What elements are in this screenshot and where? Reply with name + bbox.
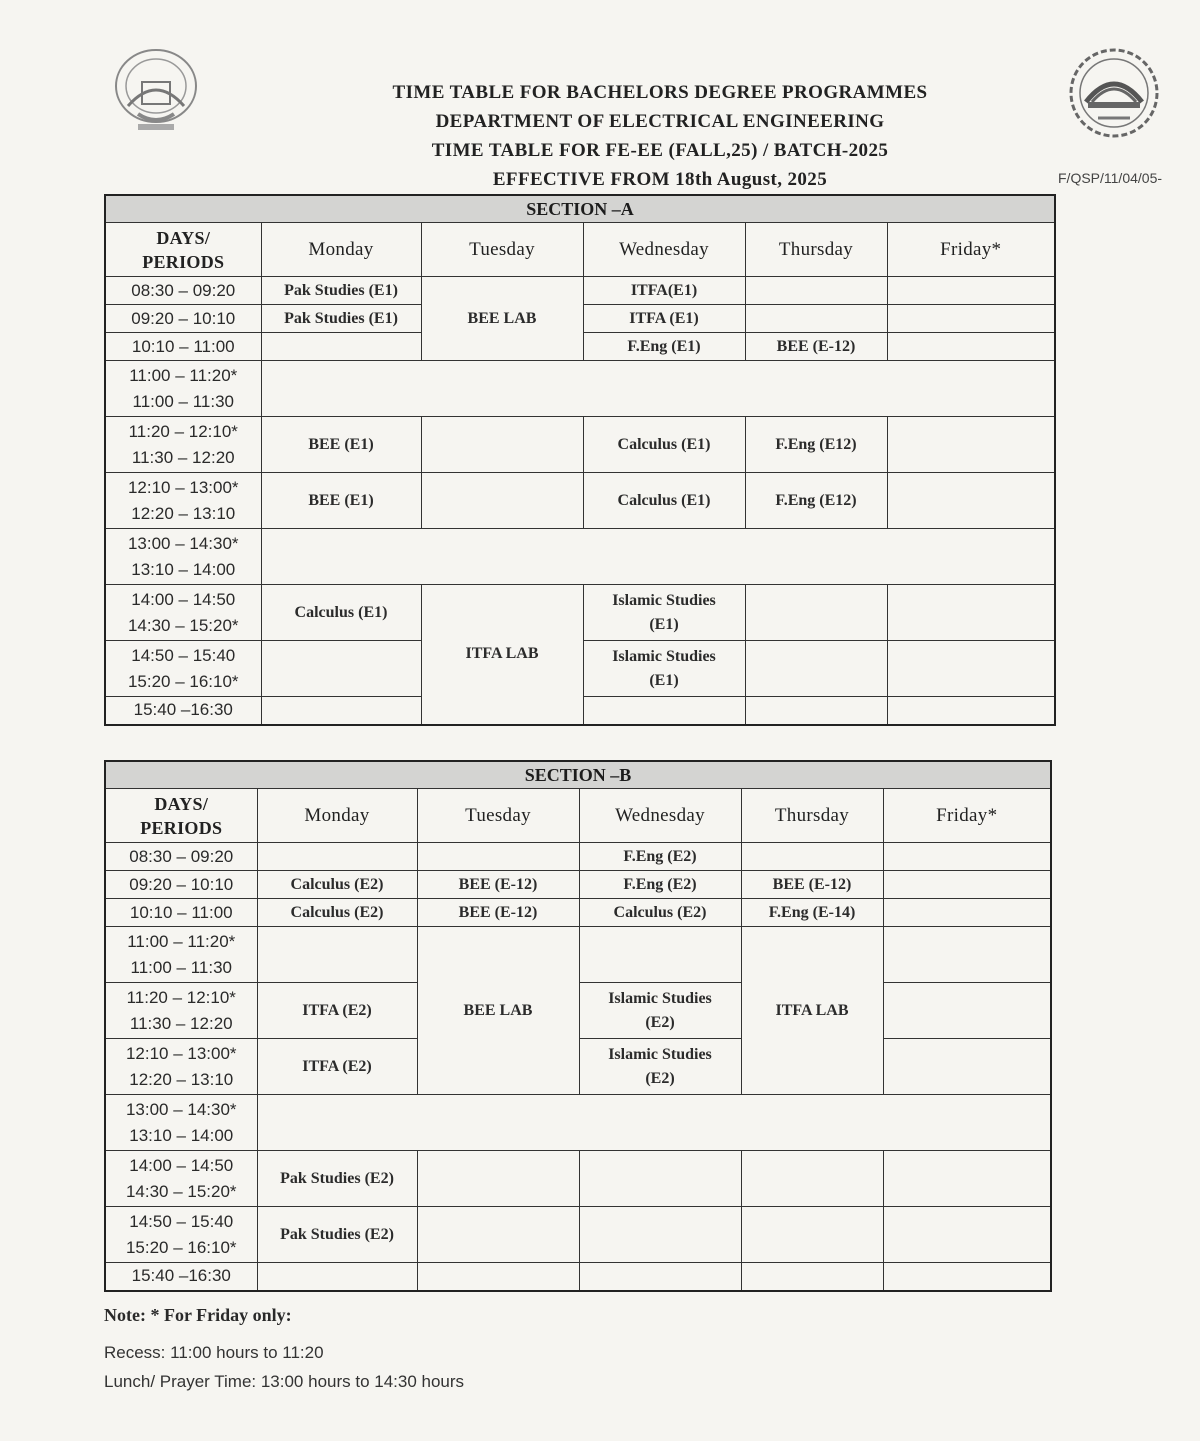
empty-cell [257, 1263, 417, 1291]
empty-cell [421, 417, 583, 473]
class-cell: Pak Studies (E2) [257, 1151, 417, 1207]
days-periods-header [105, 789, 257, 843]
period-cell [105, 1151, 257, 1207]
period-regular: 11:30 – 12:20 [131, 447, 235, 467]
period-friday: 11:00 – 11:20* [129, 365, 238, 385]
empty-cell [887, 697, 1055, 725]
period-cell [105, 585, 261, 641]
class-cell: BEE (E-12) [417, 899, 579, 927]
periods-label: PERIODS [140, 817, 223, 838]
period-cell [105, 1095, 257, 1151]
period-friday: 14:30 – 15:20* [125, 1181, 237, 1201]
period-regular: 11:30 – 12:20 [129, 1013, 233, 1033]
empty-cell [887, 473, 1055, 529]
period-cell: 10:10 – 11:00 [105, 899, 257, 927]
period-friday: 15:20 – 16:10* [125, 1237, 237, 1257]
recess-row [261, 361, 1055, 417]
period-cell [105, 473, 261, 529]
empty-cell [257, 927, 417, 983]
empty-cell [745, 641, 887, 697]
room-code: (E2) [645, 1069, 675, 1087]
period-cell: 15:40 –16:30 [105, 1263, 257, 1291]
empty-cell [579, 1263, 741, 1291]
class-cell: BEE (E1) [261, 473, 421, 529]
class-cell: F.Eng (E12) [745, 417, 887, 473]
empty-cell [887, 585, 1055, 641]
recess-note: Recess: 11:00 hours to 11:20 [104, 1343, 324, 1362]
class-cell [583, 641, 745, 697]
header-title: TIME TABLE FOR BACHELORS DEGREE PROGRAMMES [392, 82, 928, 103]
monday-header: Monday [257, 789, 417, 843]
empty-cell [583, 697, 745, 725]
tuesday-header: Tuesday [417, 789, 579, 843]
period-cell [105, 1207, 257, 1263]
empty-cell [741, 1263, 883, 1291]
lab-cell: BEE LAB [421, 277, 583, 361]
period-cell: 15:40 –16:30 [105, 697, 261, 725]
period-regular: 12:20 – 13:10 [131, 503, 236, 523]
class-cell: Calculus (E2) [579, 899, 741, 927]
empty-cell [883, 871, 1051, 899]
class-cell: F.Eng (E1) [583, 333, 745, 361]
period-regular: 11:00 – 11:30 [130, 957, 232, 977]
course-name: Islamic Studies [608, 989, 712, 1007]
class-cell [583, 585, 745, 641]
period-cell: 09:20 – 10:10 [105, 871, 257, 899]
wednesday-header: Wednesday [583, 223, 745, 277]
room-code: (E1) [649, 615, 679, 633]
empty-cell [741, 1207, 883, 1263]
empty-cell [745, 585, 887, 641]
empty-cell [579, 1207, 741, 1263]
wednesday-header: Wednesday [579, 789, 741, 843]
class-cell: Calculus (E2) [257, 871, 417, 899]
empty-cell [741, 843, 883, 871]
class-cell [579, 983, 741, 1039]
friday-header: Friday* [887, 223, 1055, 277]
empty-cell [579, 1151, 741, 1207]
course-name: Islamic Studies [612, 591, 716, 609]
period-regular: 14:00 – 14:50 [129, 1155, 234, 1175]
empty-cell [883, 899, 1051, 927]
period-friday: 15:20 – 16:10* [127, 671, 239, 691]
class-cell: F.Eng (E-14) [741, 899, 883, 927]
class-cell: ITFA (E2) [257, 1039, 417, 1095]
empty-cell [883, 1039, 1051, 1095]
empty-cell [261, 333, 421, 361]
days-periods-header [105, 223, 261, 277]
days-label: DAYS/ [154, 793, 209, 814]
period-cell [105, 417, 261, 473]
period-cell [105, 983, 257, 1039]
empty-cell [883, 843, 1051, 871]
period-regular: 13:10 – 14:00 [131, 559, 236, 579]
period-regular: 13:10 – 14:00 [129, 1125, 234, 1145]
empty-cell [421, 473, 583, 529]
room-code: (E1) [649, 671, 679, 689]
section-a-timetable [104, 194, 1056, 726]
empty-cell [887, 417, 1055, 473]
period-cell [105, 927, 257, 983]
period-cell [105, 641, 261, 697]
section-b-title: SECTION –B [105, 761, 1051, 789]
empty-cell [745, 697, 887, 725]
empty-cell [887, 333, 1055, 361]
lab-cell: ITFA LAB [421, 585, 583, 725]
monday-header: Monday [261, 223, 421, 277]
course-name: Islamic Studies [608, 1045, 712, 1063]
university-crest-logo [108, 44, 204, 134]
empty-cell [887, 305, 1055, 333]
tuesday-header: Tuesday [421, 223, 583, 277]
period-friday: 13:00 – 14:30* [127, 533, 239, 553]
empty-cell [417, 1151, 579, 1207]
header-programme: TIME TABLE FOR FE-EE (FALL,25) / BATCH-2025 [431, 140, 889, 161]
lab-cell: ITFA LAB [741, 927, 883, 1095]
empty-cell [579, 927, 741, 983]
class-cell: BEE (E1) [261, 417, 421, 473]
class-cell: BEE (E-12) [417, 871, 579, 899]
period-regular: 14:50 – 15:40 [129, 1211, 234, 1231]
empty-cell [883, 1263, 1051, 1291]
class-cell: F.Eng (E2) [579, 871, 741, 899]
class-cell: Calculus (E2) [257, 899, 417, 927]
period-regular: 11:00 – 11:30 [132, 391, 234, 411]
class-cell: ITFA(E1) [583, 277, 745, 305]
empty-cell [741, 1151, 883, 1207]
period-friday: 12:10 – 13:00* [127, 477, 239, 497]
empty-cell [887, 641, 1055, 697]
period-friday: 12:10 – 13:00* [125, 1043, 237, 1063]
empty-cell [417, 1207, 579, 1263]
class-cell [579, 1039, 741, 1095]
empty-cell [745, 277, 887, 305]
document-header [330, 78, 990, 194]
section-b-timetable [104, 760, 1052, 1292]
class-cell: BEE (E-12) [745, 333, 887, 361]
header-effective-date: EFFECTIVE FROM 18th August, 2025 [492, 169, 828, 190]
section-a-title: SECTION –A [105, 195, 1055, 223]
period-friday: 11:20 – 12:10* [126, 987, 236, 1007]
empty-cell [883, 1207, 1051, 1263]
class-cell: Calculus (E1) [261, 585, 421, 641]
empty-cell [745, 305, 887, 333]
class-cell: F.Eng (E12) [745, 473, 887, 529]
thursday-header: Thursday [745, 223, 887, 277]
class-cell: BEE (E-12) [741, 871, 883, 899]
thursday-header: Thursday [741, 789, 883, 843]
lunch-note: Lunch/ Prayer Time: 13:00 hours to 14:30 hours [104, 1372, 465, 1391]
empty-cell [883, 1151, 1051, 1207]
class-cell: Pak Studies (E1) [261, 277, 421, 305]
department-gear-seal-logo [1058, 46, 1170, 140]
course-name: Islamic Studies [612, 647, 716, 665]
friday-header: Friday* [883, 789, 1051, 843]
empty-cell [257, 843, 417, 871]
empty-cell [261, 641, 421, 697]
header-department: DEPARTMENT OF ELECTRICAL ENGINEERING [435, 111, 885, 132]
class-cell: ITFA (E2) [257, 983, 417, 1039]
empty-cell [887, 277, 1055, 305]
periods-label: PERIODS [142, 251, 225, 272]
period-regular: 14:50 – 15:40 [131, 645, 236, 665]
period-friday: 13:00 – 14:30* [125, 1099, 237, 1119]
lunch-row [261, 529, 1055, 585]
class-cell: F.Eng (E2) [579, 843, 741, 871]
class-cell: Calculus (E1) [583, 473, 745, 529]
period-cell: 09:20 – 10:10 [105, 305, 261, 333]
period-regular: 14:00 – 14:50 [131, 589, 236, 609]
period-friday: 11:20 – 12:10* [128, 421, 238, 441]
empty-cell [261, 697, 421, 725]
friday-note: Note: * For Friday only: [104, 1305, 292, 1325]
empty-cell [417, 843, 579, 871]
period-cell: 08:30 – 09:20 [105, 277, 261, 305]
empty-cell [883, 983, 1051, 1039]
empty-cell [417, 1263, 579, 1291]
class-cell: Pak Studies (E1) [261, 305, 421, 333]
lunch-row [257, 1095, 1051, 1151]
days-label: DAYS/ [156, 227, 211, 248]
period-cell: 10:10 – 11:00 [105, 333, 261, 361]
period-friday: 14:30 – 15:20* [127, 615, 239, 635]
period-cell [105, 1039, 257, 1095]
lab-cell: BEE LAB [417, 927, 579, 1095]
period-cell: 08:30 – 09:20 [105, 843, 257, 871]
form-code: F/QSP/11/04/05- [1058, 170, 1163, 186]
class-cell: Calculus (E1) [583, 417, 745, 473]
period-cell [105, 529, 261, 585]
period-friday: 11:00 – 11:20* [127, 931, 236, 951]
period-cell [105, 361, 261, 417]
class-cell: ITFA (E1) [583, 305, 745, 333]
class-cell: Pak Studies (E2) [257, 1207, 417, 1263]
room-code: (E2) [645, 1013, 675, 1031]
empty-cell [883, 927, 1051, 983]
period-regular: 12:20 – 13:10 [129, 1069, 234, 1089]
